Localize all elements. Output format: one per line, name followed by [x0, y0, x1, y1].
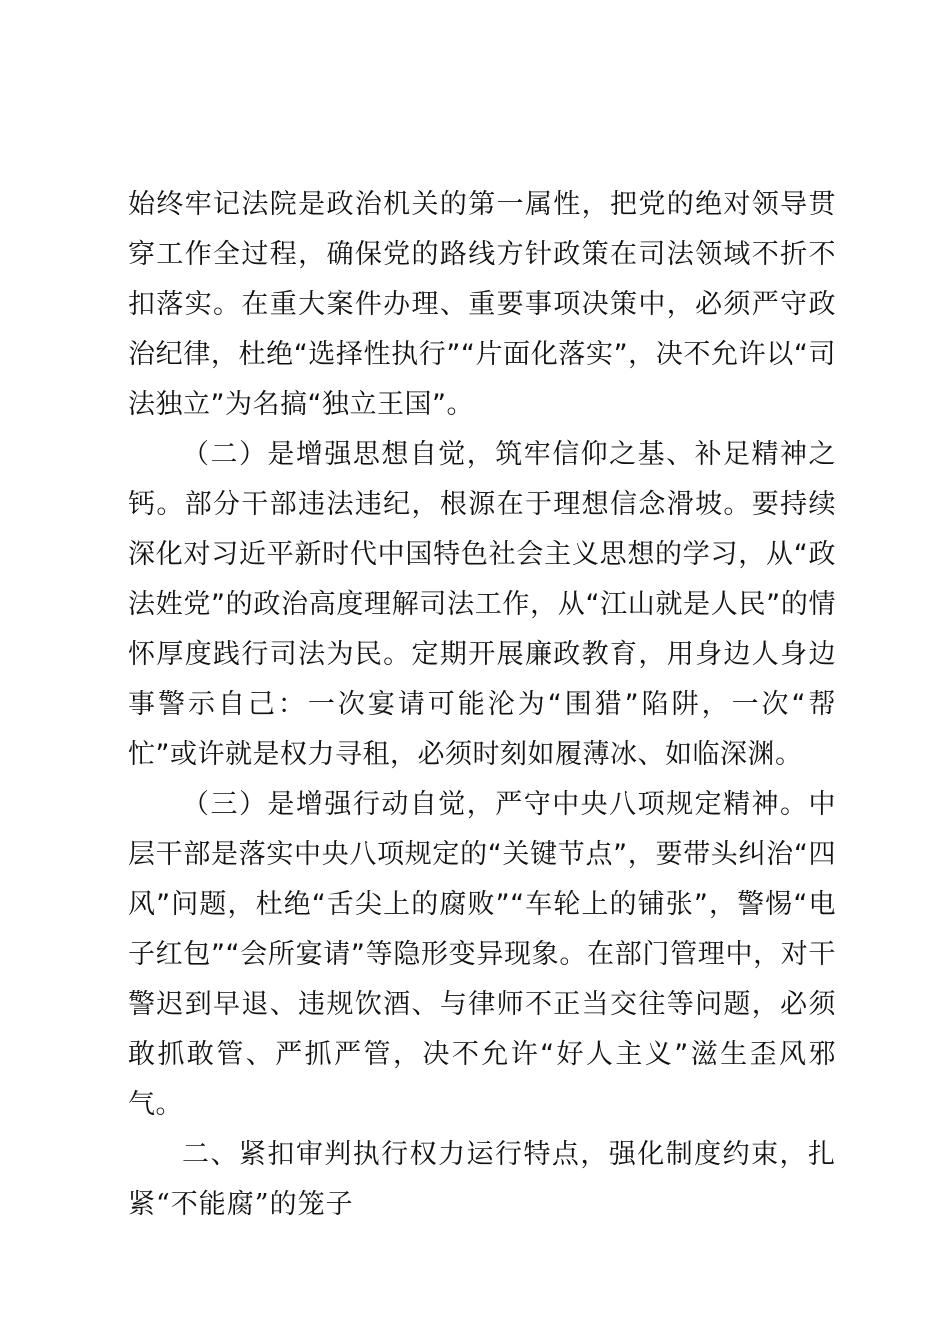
section-heading: 二、紧扣审判执行权力运行特点，强化制度约束，扎紧“不能腐”的笼子: [128, 1139, 836, 1220]
paragraph-section-3: （三）是增强行动自觉，严守中央八项规定精神。中层干部是落实中央八项规定的“关键节点”，要带头纠治“四风”问题，杜绝“舌尖上的腐败”“车轮上的铺张”，警惕“电子红包”“会所宴请”等隐形变异现象。在部门管理中，对干警迟到早退、违规饮酒、与律师不正当交往等问题，必须敢抓敢管、严抓严管，决不允许“好人主义”滋生歪风邪气。: [128, 789, 836, 1120]
document-body: [128, 180, 836, 1230]
paragraph-continuation: 始终牢记法院是政治机关的第一属性，把党的绝对领导贯穿工作全过程，确保党的路线方针政策在司法领域不折不扣落实。在重大案件办理、重要事项决策中，必须严守政治纪律，杜绝“选择性执行”“片面化落实”，决不允许以“司法独立”为名搞“独立王国”。: [128, 189, 836, 420]
paragraph-section-2: （二）是增强思想自觉，筑牢信仰之基、补足精神之钙。部分干部违法违纪，根源在于理想信念滑坡。要持续深化对习近平新时代中国特色社会主义思想的学习，从“政法姓党”的政治高度理解司法工作，从“江山就是人民”的情怀厚度践行司法为民。定期开展廉政教育，用身边人身边事警示自己：一次宴请可能沦为“围猎”陷阱，一次“帮忙”或许就是权力寻租，必须时刻如履薄冰、如临深渊。: [128, 439, 836, 770]
